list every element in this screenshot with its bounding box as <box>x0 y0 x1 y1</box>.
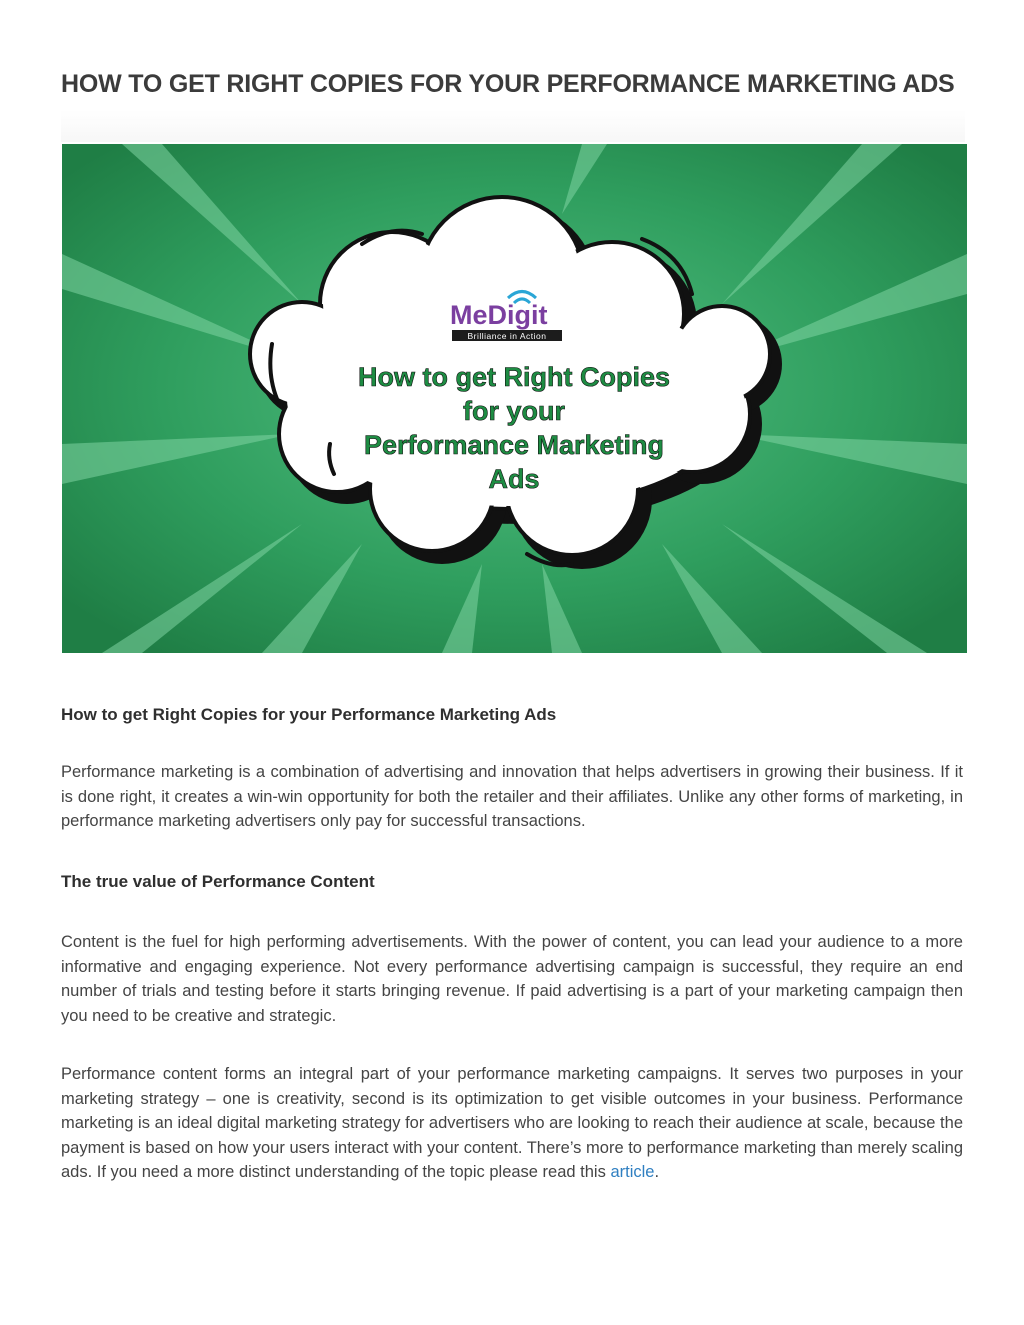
hero-image <box>62 144 967 653</box>
title-divider <box>61 110 965 142</box>
paragraph-intro: Performance marketing is a combination of advertising and innovation that helps advertisers in growing their business. If it is done right, it creates a win-win opportunity for both the retailer and their affiliates. Unlike any other forms of marketing, in performance marketing advertisers only pay for successful transactions. <box>61 763 963 830</box>
page-title: HOW TO GET RIGHT COPIES FOR YOUR PERFORMANCE MARKETING ADS <box>61 70 955 98</box>
section-heading-value: The true value of Performance Content <box>61 872 375 891</box>
hero-headline-line-4: Ads <box>488 464 540 494</box>
article-link[interactable]: article <box>610 1163 655 1181</box>
paragraph-purposes-end: . <box>654 1163 660 1181</box>
hero-headline-line-1: How to get Right Copies <box>358 362 670 392</box>
hero-headline-line-2: for your <box>462 396 566 426</box>
logo-brand: MeDigit <box>450 300 548 330</box>
hero-headline-line-3: Performance Marketing <box>363 430 665 460</box>
logo-tagline: Brilliance in Action <box>467 331 547 341</box>
section-heading-intro: How to get Right Copies for your Performance Marketing Ads <box>61 705 557 724</box>
paragraph-purposes-text: Performance content forms an integral part of your performance marketing campaigns. It serves two purposes in your marketing strategy – one is creativity, second is its optimization to get visible outcomes in your business. Performance marketing is an ideal digital marketing strategy for advertisers who are looking to reach their audience at scale, because the payment is based on how your users interact with your content. There’s more to performance marketing than merely scaling ads. If you need a more distinct understanding of the topic please read this <box>61 1065 963 1181</box>
paragraph-value: Content is the fuel for high performing advertisements. With the power of content, you can lead your audience to a more informative and engaging experience. Not every performance advertising campaign is successful, they require an end number of trials and testing before it starts bringing revenue. If paid advertising is a part of your marketing campaign then you need to be creative and strategic. <box>61 933 963 1025</box>
paragraph-purposes <box>61 1062 963 1185</box>
